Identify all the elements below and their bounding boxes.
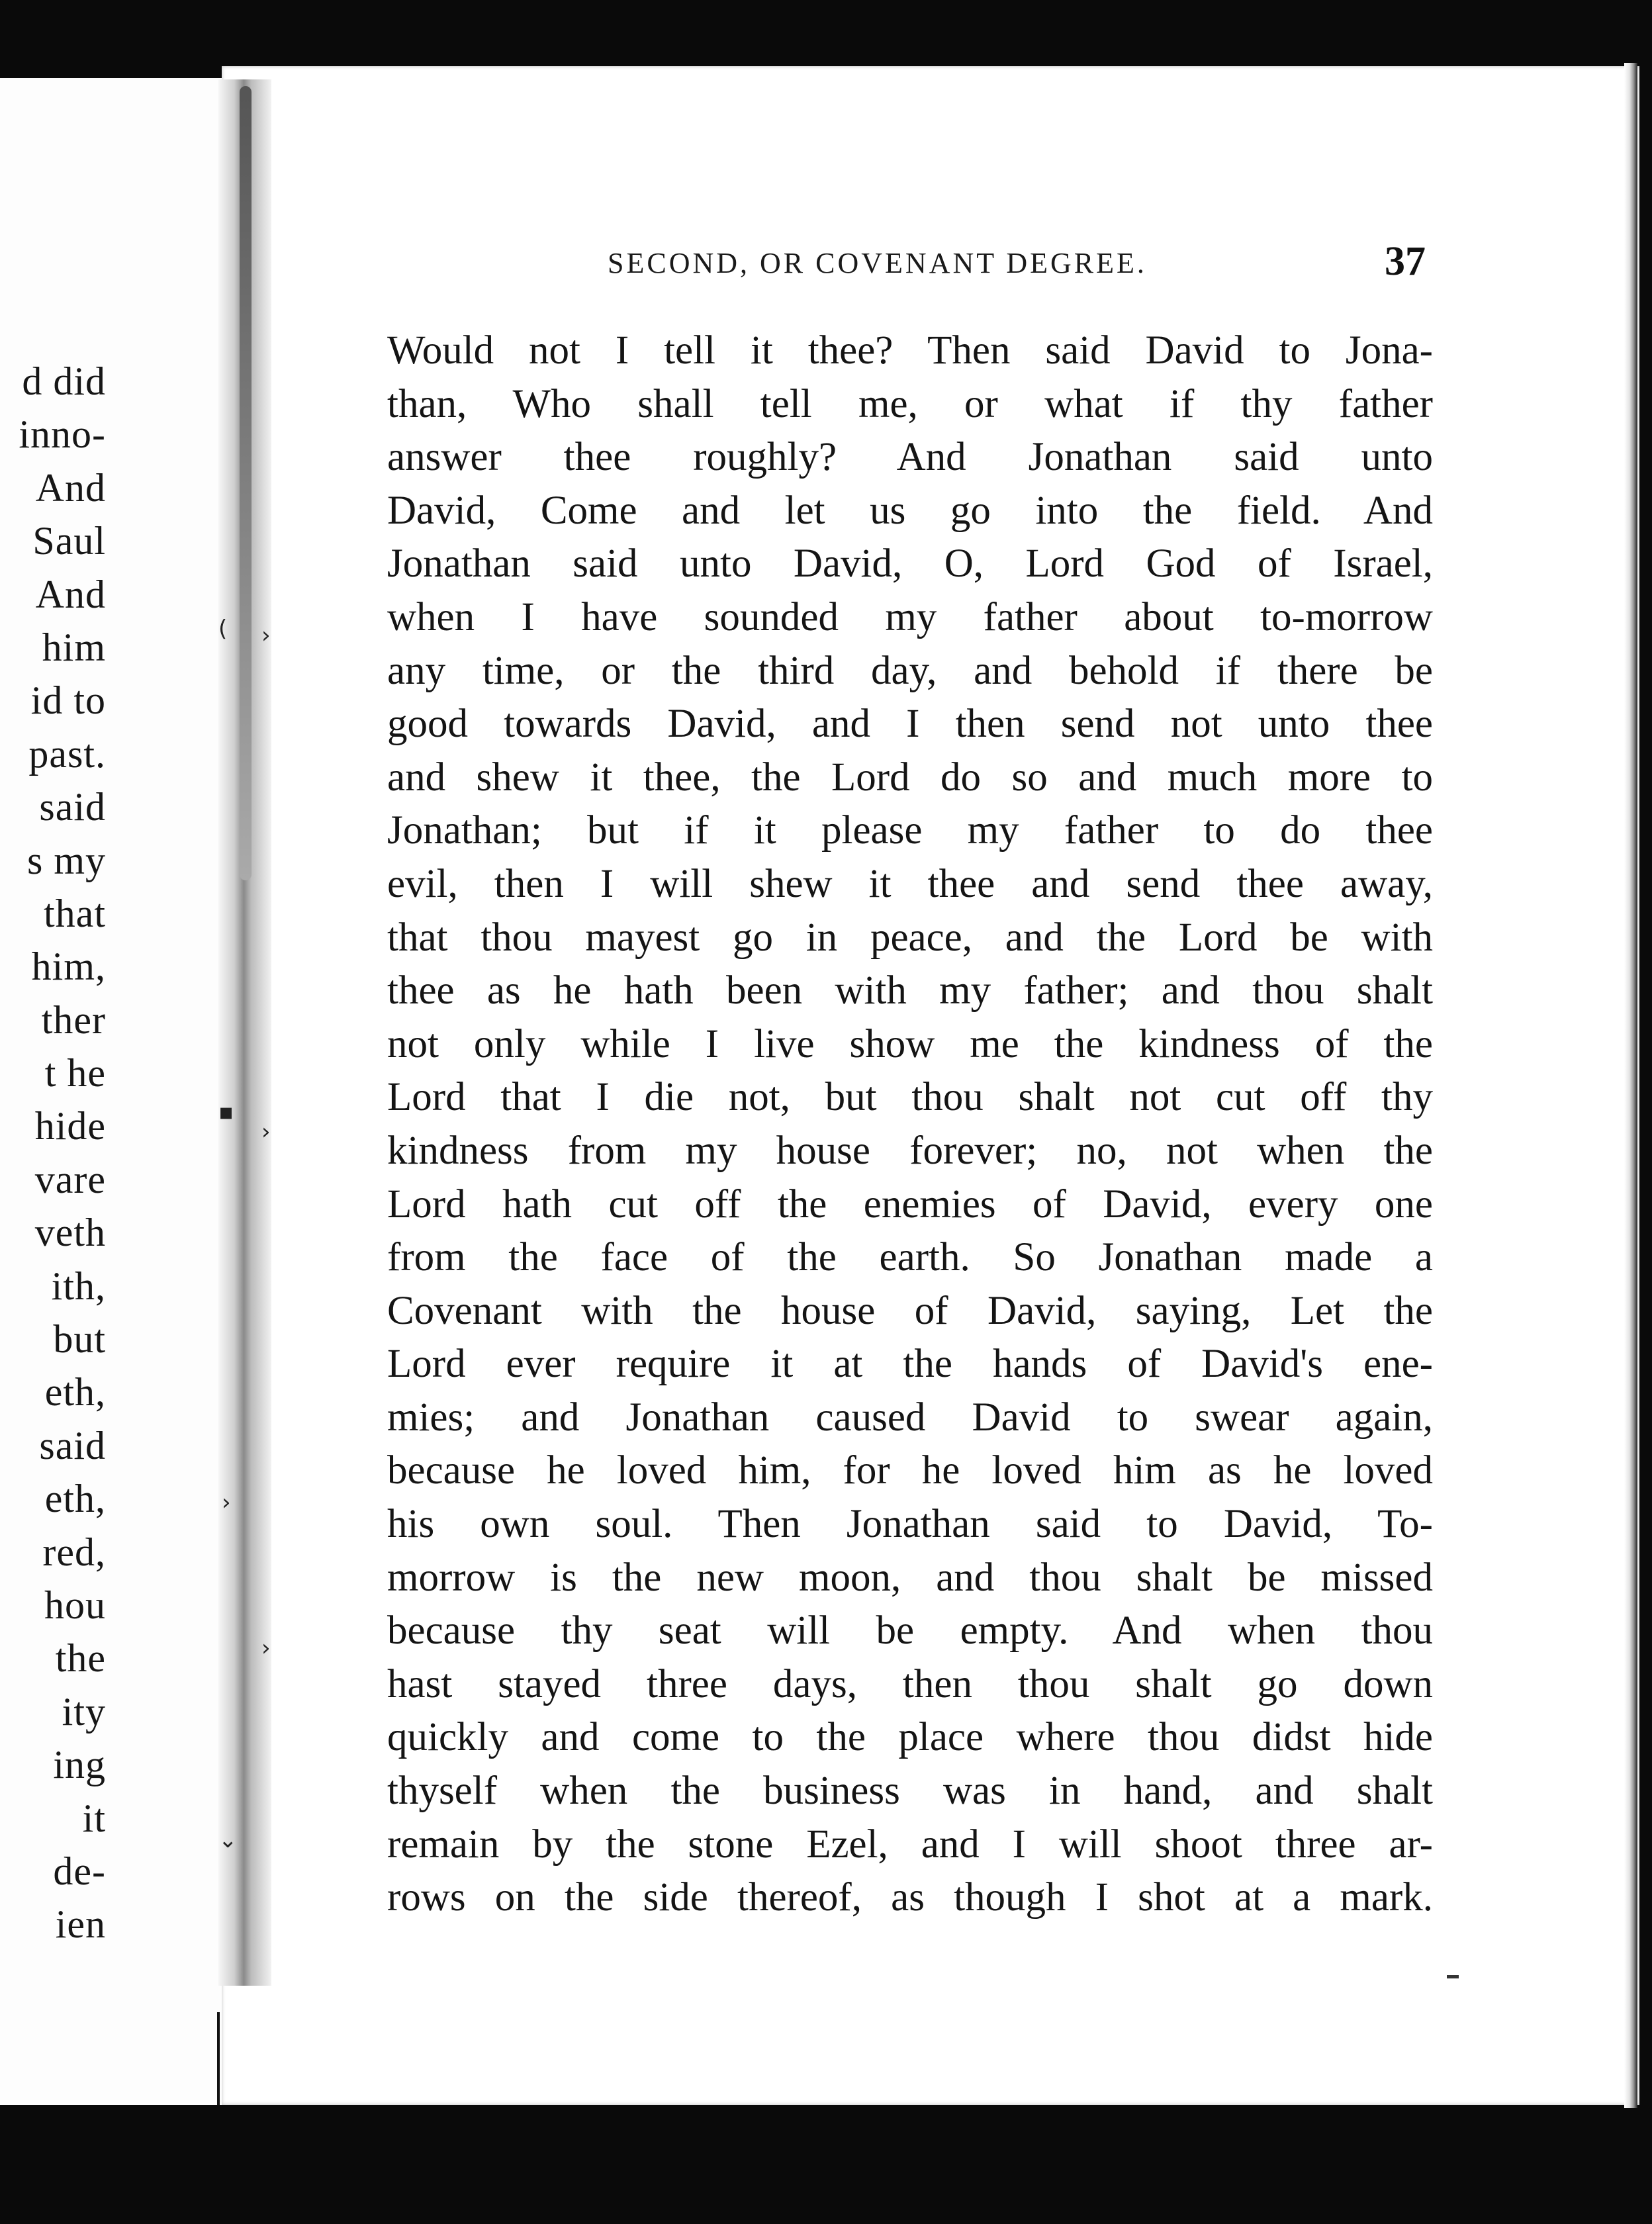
text-line: kindness from my house forever; no, not when the xyxy=(387,1128,1433,1173)
text-line: remain by the stone Ezel, and I will shoot three ar- xyxy=(387,1822,1433,1867)
text-line: his own soul. Then Jonathan said to David, To- xyxy=(387,1502,1433,1547)
text-line: Lord ever require it at the hands of David's ene- xyxy=(387,1342,1433,1387)
binding-mark-icon: › xyxy=(261,622,271,649)
text-line: thyself when the business was in hand, and shalt xyxy=(387,1769,1433,1814)
facing-page-line: him xyxy=(42,625,106,669)
text-line: rows on the side thereof, as though I shot at a mark. xyxy=(387,1875,1433,1920)
binding-mark-icon: › xyxy=(222,1489,231,1516)
text-line: Would not I tell it thee? Then said David to Jona- xyxy=(387,328,1433,373)
facing-page-line: it xyxy=(82,1796,106,1840)
text-line: Lord that I die not, but thou shalt not cut off thy xyxy=(387,1075,1433,1120)
stray-mark xyxy=(1447,1975,1459,1978)
text-line: because he loved him, for he loved him as he loved xyxy=(387,1448,1433,1493)
text-line: quickly and come to the place where thou didst hide xyxy=(387,1715,1433,1760)
facing-page-line: ien xyxy=(55,1902,106,1947)
text-line: thee as he hath been with my father; and thou shalt xyxy=(387,968,1433,1013)
facing-page-line: d did xyxy=(22,359,106,403)
facing-page-line: hou xyxy=(44,1583,106,1627)
text-line: from the face of the earth. So Jonathan made a xyxy=(387,1235,1433,1280)
body-text xyxy=(387,324,1433,1925)
facing-page-line: veth xyxy=(34,1211,106,1255)
binding-mark-icon: ( xyxy=(218,616,228,642)
text-line: any time, or the third day, and behold if there be xyxy=(387,648,1433,693)
facing-page-line: t he xyxy=(44,1051,106,1095)
text-line: Covenant with the house of David, saying, Let the xyxy=(387,1288,1433,1333)
facing-page-line: hide xyxy=(34,1104,106,1148)
text-line: when I have sounded my father about to-morrow xyxy=(387,594,1433,639)
text-line: Lord hath cut off the enemies of David, every one xyxy=(387,1182,1433,1227)
binding-mark-icon: › xyxy=(261,1119,271,1145)
text-line: than, Who shall tell me, or what if thy father xyxy=(387,381,1433,426)
text-line: hast stayed three days, then thou shalt go down xyxy=(387,1661,1433,1706)
binding-mark-icon: ▪ xyxy=(218,1099,234,1125)
facing-page-line: eth, xyxy=(44,1477,106,1521)
facing-page-line: said xyxy=(39,785,106,829)
facing-page-line: but xyxy=(53,1317,106,1362)
facing-page-line: de- xyxy=(53,1849,106,1893)
facing-page xyxy=(0,78,228,2105)
text-line: evil, then I will shew it thee and send thee away, xyxy=(387,861,1433,906)
facing-page-text xyxy=(0,355,106,1951)
facing-page-line: id to xyxy=(30,678,106,723)
facing-page-line: And xyxy=(35,465,106,510)
text-line: because thy seat will be empty. And when thou xyxy=(387,1608,1433,1653)
facing-page-line: And xyxy=(35,572,106,616)
facing-page-line: the xyxy=(55,1636,106,1681)
text-line: not only while I live show me the kindness of the xyxy=(387,1021,1433,1066)
binding-mark-icon: › xyxy=(261,1635,271,1661)
text-line: answer thee roughly? And Jonathan said unto xyxy=(387,435,1433,480)
facing-page-line: ith, xyxy=(51,1264,106,1308)
page-edge-shadow xyxy=(1624,63,1637,2108)
binding-mark-icon: ⌄ xyxy=(218,1827,238,1853)
facing-page-line: said xyxy=(39,1423,106,1467)
facing-page-line: vare xyxy=(34,1157,106,1201)
facing-page-line: him, xyxy=(31,945,106,989)
facing-page-line: eth, xyxy=(44,1370,106,1414)
facing-page-line: red, xyxy=(42,1530,106,1574)
facing-page-line: ther xyxy=(41,997,106,1042)
binding-crease xyxy=(217,2012,220,2105)
facing-page-line: ing xyxy=(53,1743,106,1787)
facing-page-line: that xyxy=(44,891,106,935)
text-line: mies; and Jonathan caused David to swear again, xyxy=(387,1395,1433,1440)
running-head: SECOND, OR COVENANT DEGREE. xyxy=(608,247,1147,279)
gutter-shadow xyxy=(240,86,252,880)
text-line: and shew it thee, the Lord do so and much more to xyxy=(387,755,1433,800)
facing-page-line: Saul xyxy=(32,519,106,563)
facing-page-line: inno- xyxy=(19,412,106,457)
text-line: that thou mayest go in peace, and the Lord be with xyxy=(387,915,1433,960)
text-line: morrow is the new moon, and thou shalt be missed xyxy=(387,1555,1433,1600)
facing-page-line: ity xyxy=(62,1689,106,1734)
facing-page-line: s my xyxy=(26,838,106,882)
text-line: Jonathan; but if it please my father to do thee xyxy=(387,808,1433,853)
text-line: good towards David, and I then send not unto thee xyxy=(387,702,1433,747)
facing-page-line: past. xyxy=(28,731,106,776)
text-line: David, Come and let us go into the field. And xyxy=(387,488,1433,533)
page-number: 37 xyxy=(1385,239,1426,284)
text-line: Jonathan said unto David, O, Lord God of Israel, xyxy=(387,541,1433,586)
